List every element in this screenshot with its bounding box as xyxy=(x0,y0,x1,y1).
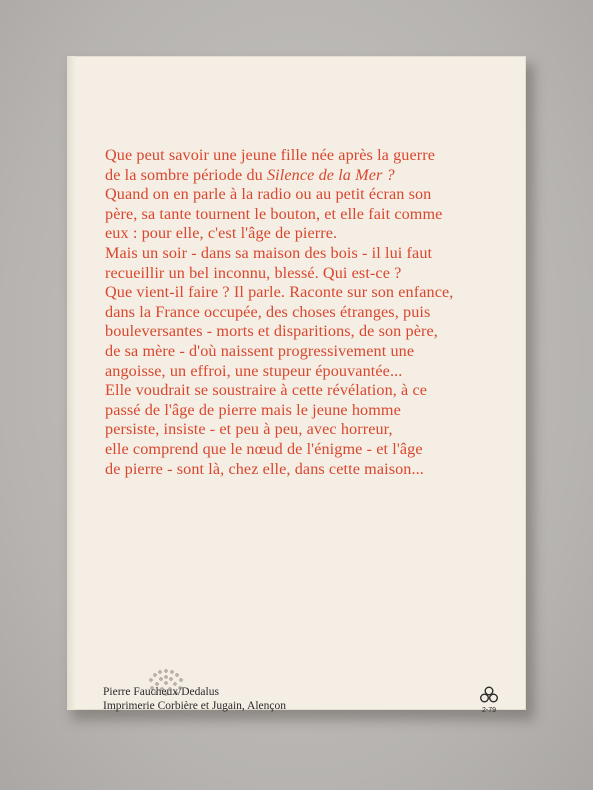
blurb-line: dans la France occupée, des choses étranges, puis xyxy=(105,302,431,321)
blurb-line: passé de l'âge de pierre mais le jeune homme xyxy=(105,400,401,419)
back-cover-blurb xyxy=(105,146,500,479)
blurb-line: Elle voudrait se soustraire à cette révélation, à ce xyxy=(105,381,428,400)
printer-name: Imprimerie Corbière et Jugain, Alençon xyxy=(103,700,286,712)
blurb-line: persiste, insiste - et peu à peu, avec horreur, xyxy=(105,420,393,439)
blurb-line: angoisse, un effroi, une stupeur épouvantée... xyxy=(105,361,403,380)
blurb-line xyxy=(105,166,500,186)
blurb-text: de la sombre période du xyxy=(105,165,267,184)
blurb-line: elle comprend que le nœud de l'énigme - et l'âge xyxy=(105,439,423,458)
catalog-code: 2-79 xyxy=(481,707,496,714)
publisher-name: Pierre Faucheux/Dedalus xyxy=(103,686,219,698)
blurb-line: de pierre - sont là, chez elle, dans cette maison... xyxy=(105,459,424,478)
blurb-line: Que vient-il faire ? Il parle. Raconte sur son enfance, xyxy=(105,283,454,302)
blurb-line: de sa mère - d'où naissent progressivement une xyxy=(105,341,415,360)
book-title-reference: Silence de la Mer ? xyxy=(266,165,395,184)
blurb-line: Mais un soir - dans sa maison des bois - il lui faut xyxy=(105,243,433,262)
blurb-line: Que peut savoir une jeune fille née après la guerre xyxy=(105,146,436,164)
cover-edge xyxy=(67,56,75,710)
blurb-line: eux : pour elle, c'est l'âge de pierre. xyxy=(105,224,338,243)
publisher-credits xyxy=(103,685,286,713)
blurb-line: père, sa tante tournent le bouton, et elle fait comme xyxy=(105,204,443,223)
blurb-line: bouleversantes - morts et disparitions, de son père, xyxy=(105,322,438,341)
publisher-logo xyxy=(474,685,504,719)
blurb-line: recueillir un bel inconnu, blessé. Qui est-ce ? xyxy=(105,263,402,282)
blurb-line: Quand on en parle à la radio ou au petit écran son xyxy=(105,185,432,204)
publisher-emblem-icon xyxy=(478,685,500,705)
